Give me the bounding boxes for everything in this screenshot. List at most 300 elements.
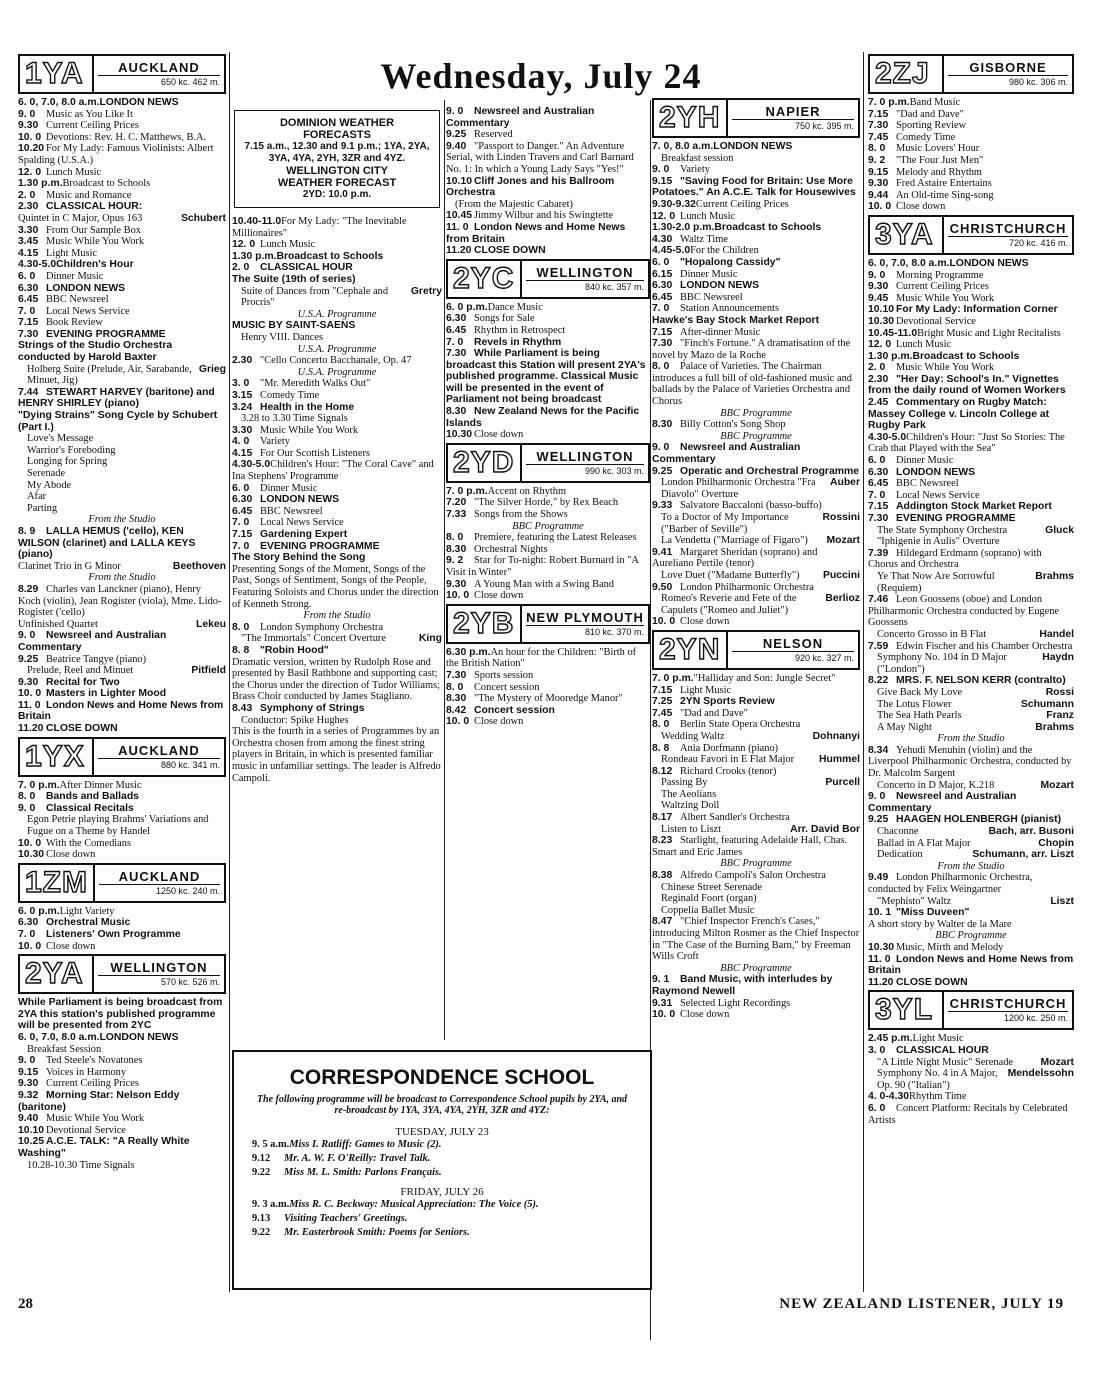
programme-time: 3.30: [18, 224, 39, 236]
programme-title: CLASSICAL HOUR: [260, 262, 353, 274]
programme-entry: [868, 571, 1074, 594]
programme-time: 6. 0 p.m.: [446, 301, 488, 313]
programme-title: For the Children: [690, 245, 759, 257]
programme-time: 7.59: [868, 640, 889, 652]
programme-entry: [232, 390, 442, 402]
programme-entry: [232, 355, 442, 367]
composer: Schumann: [1020, 698, 1074, 710]
programme-title: Yehudi Menuhin (violin) and the Liverpool Philharmonic Orchestra, conducted by Dr. Malcolm Sargent: [868, 744, 1072, 780]
programme-time: 8.23: [652, 835, 673, 847]
correspondence-time: 9.22: [252, 1227, 271, 1238]
programme-title: Conductor: Spike Hughes: [241, 714, 349, 726]
correspondence-subject: Games to Music (2).: [354, 1139, 442, 1150]
programme-title: This is the fourth in a series of Programmes by an Orchestra chosen from among the finest string players in Britain, in which is presented familiar music in unfamiliar settings. The leader is Alfredo Campoli.: [232, 726, 441, 784]
programme-entry: [652, 153, 860, 165]
programme-title: Bright Music and Light Recitalists: [917, 327, 1061, 339]
programme-entry: [446, 521, 650, 533]
city-weather-title: WELLINGTON CITY: [286, 165, 388, 177]
programme-entry: [652, 696, 860, 708]
programme-title: Devotional Service: [896, 315, 976, 327]
programme-title: A May Night: [877, 721, 932, 733]
programme-entry: [652, 685, 860, 697]
programme-entry: [446, 429, 650, 441]
composer: Gluck: [1045, 524, 1074, 536]
composer: Beethoven: [172, 560, 226, 572]
programme-title: Afar: [27, 491, 47, 503]
correspondence-subject: Travel Talk.: [379, 1153, 431, 1164]
station-banner-3ya: [868, 215, 1074, 255]
programme-title: Commentary on Rugby Match: Massey College v. Lincoln College at Rugby Park: [868, 397, 1050, 432]
station-city: NEW PLYMOUTH: [526, 609, 644, 625]
station-call-sign: 1ZM: [20, 865, 95, 901]
programme-entry: [18, 201, 226, 213]
programme-time: 2.45 p.m.: [868, 1033, 913, 1045]
programme-entry: [446, 716, 650, 728]
composer: Puccini: [823, 569, 860, 581]
programme-title: Variety: [680, 164, 711, 176]
programme-entry: [868, 513, 1074, 525]
programme-title: Lunch Music: [680, 210, 736, 222]
programme-time: 6.45: [868, 478, 889, 490]
station-city: WELLINGTON: [526, 265, 644, 281]
correspondence-list-tuesday: [234, 1138, 650, 1180]
programme-title: Coppelia Ballet Music: [661, 904, 755, 916]
programme-entry: [18, 143, 226, 166]
programme-entry: [652, 477, 860, 500]
correspondence-teacher: Mr. Easterbrook Smith:: [284, 1227, 389, 1238]
programme-time: 7.39: [868, 547, 889, 559]
programme-entry: [652, 338, 860, 361]
programme-title: Devotional Service: [46, 1124, 126, 1136]
programme-entry: [652, 870, 860, 882]
composer: Arr. David Bor: [790, 823, 860, 835]
programme-title: BBC Programme: [720, 407, 792, 419]
programme-entry: [868, 687, 1074, 699]
programme-title: London Philharmonic Orchestra, conducted by Felix Weingartner: [868, 872, 1033, 895]
station-call-sign: 2YH: [654, 100, 728, 136]
programme-title: 10.28-10.30 Time Signals: [27, 1159, 135, 1171]
programme-entry: [652, 882, 860, 894]
programme-entry: [868, 641, 1074, 653]
programme-list-2yb: [446, 647, 650, 728]
programme-entry: [232, 251, 442, 263]
programme-entry: [652, 777, 860, 789]
programme-entry: [18, 723, 226, 735]
programme-entry: [232, 703, 442, 715]
programme-entry: [652, 731, 860, 743]
programme-time: 4. 0-4.30: [868, 1091, 910, 1103]
programme-entry: [868, 861, 1074, 873]
page-number: 28: [18, 1296, 33, 1312]
programme-entry: [18, 941, 226, 953]
station-city: GISBORNE: [948, 60, 1068, 76]
programme-time: 6. 0: [868, 1102, 886, 1114]
programme-entry: [446, 532, 650, 544]
correspondence-time: 9. 5 a.m.: [252, 1139, 290, 1150]
programme-time: 7.45: [652, 707, 673, 719]
programme-list-1yx: [18, 780, 226, 861]
programme-entry: [232, 378, 442, 390]
programme-entry: [18, 480, 226, 492]
programme-title: Comedy Time: [896, 131, 956, 143]
programme-time: 6.45: [652, 291, 673, 303]
city-weather-subtitle: WEATHER FORECAST: [277, 177, 397, 189]
programme-list-3yl: [868, 1033, 1074, 1126]
programme-entry: [652, 893, 860, 905]
programme-title: LONDON NEWS: [99, 97, 179, 108]
programme-entry: [652, 292, 860, 304]
programme-title: Salvatore Baccaloni (basso-buffo): [680, 500, 822, 512]
programme-time: 9. 0: [18, 802, 36, 814]
programme-entry: [446, 555, 650, 578]
programme-title: "Dad and Dave": [896, 108, 964, 120]
programme-entry: [446, 486, 650, 498]
programme-entry: [652, 431, 860, 443]
station-frequency: 880 kc. 341 m.: [160, 759, 220, 770]
programme-entry: [446, 313, 650, 325]
station-frequency: 980 kc. 306 m.: [1008, 77, 1068, 87]
programme-time: 6.45: [446, 324, 467, 336]
station-city: WELLINGTON: [98, 960, 220, 976]
station-frequency: 1200 kc. 250 m.: [1003, 1013, 1068, 1024]
programme-title: A.C.E. TALK: "A Really White Washing": [18, 1136, 190, 1159]
correspondence-school-box: [232, 1050, 652, 1290]
programme-entry: [652, 361, 860, 407]
programme-time: 10.30: [868, 941, 895, 953]
programme-time: 10. 0: [652, 1009, 676, 1021]
programme-title: Lunch Music: [896, 339, 952, 351]
programme-entry: [652, 824, 860, 836]
programme-time: 6. 0: [652, 256, 670, 268]
programme-entry: [232, 459, 442, 482]
programme-title: LONDON NEWS: [949, 257, 1029, 269]
programme-title: Reginald Foort (organ): [661, 893, 757, 905]
programme-list-2ya: [18, 997, 226, 1171]
programme-title: For My Lady: Information Corner: [896, 304, 1058, 316]
correspondence-title: CORRESPONDENCE SCHOOL: [289, 1066, 595, 1089]
programme-time: 2. 0: [18, 189, 36, 201]
station-call-sign: 2YA: [20, 956, 94, 992]
programme-time: 2.45: [868, 397, 889, 409]
programme-title: Recital for Two: [46, 676, 120, 688]
programme-title: "Robin Hood": [260, 644, 329, 656]
programme-time: 10.10: [446, 175, 473, 187]
programme-entry: [868, 155, 1074, 167]
programme-entry: [232, 367, 442, 379]
programme-time: 9.40: [446, 140, 467, 152]
programme-entry: [652, 673, 860, 685]
programme-title: Hawke's Bay Stock Market Report: [652, 314, 820, 326]
programme-title: Broadcast to Schools: [714, 222, 822, 234]
programme-entry: [446, 302, 650, 314]
programme-time: 8. 0: [446, 681, 464, 693]
programme-title: Music and Romance: [46, 189, 132, 201]
programme-title: Bands and Ballads: [46, 791, 139, 803]
programme-entry: [868, 143, 1074, 155]
station-banner-2yn: [652, 630, 860, 670]
programme-time: 12. 0: [232, 239, 256, 251]
composer: Rossini: [822, 512, 860, 523]
programme-title: Dinner Music: [46, 270, 104, 282]
programme-title: "Miss Duveen": [896, 907, 970, 919]
programme-title: Morning Star: Nelson Eddy (baritone): [18, 1089, 180, 1113]
programme-title: Newsreel and Australian Commentary: [868, 791, 1017, 814]
programme-time: 6.15: [652, 268, 673, 280]
programme-time: 9.33: [652, 500, 673, 512]
programme-entry: [18, 780, 226, 792]
programme-entry: [868, 432, 1074, 455]
programme-time: 7.44: [18, 386, 39, 398]
programme-entry: [652, 141, 860, 153]
programme-time: 11. 0: [868, 953, 891, 965]
programme-entry: [868, 1091, 1074, 1103]
programme-entry: [868, 316, 1074, 328]
programme-title: Charles van Lanckner (piano), Henry Koch (violin), Jean Rogister (viola), Mme. Lido-Rogister ('cello): [18, 583, 222, 619]
programme-entry: [446, 705, 650, 717]
column-2: [232, 106, 442, 784]
programme-time: 6. 0: [868, 455, 886, 467]
programme-entry: [868, 351, 1074, 363]
programme-title: Romeo's Reverie and Fete of the Capulets ("Romeo and Juliet"): [661, 593, 797, 616]
programme-title: Longing for Spring: [27, 456, 108, 468]
programme-entry: [652, 442, 860, 465]
programme-entry: [18, 503, 226, 515]
programme-title: Station Announcements: [680, 303, 779, 315]
programme-entry: [18, 167, 226, 179]
programme-title: While Parliament is being broadcast this Station will present 2YA's published programme. Classical Music will be presented in the event of Parliament not being broadcast: [446, 348, 646, 406]
programme-title: "The Mystery of Mooredge Manor": [474, 693, 623, 705]
programme-entry: [868, 109, 1074, 121]
programme-title: The Aeolians: [661, 788, 717, 800]
programme-title: Concerto in D Major, K.218: [877, 779, 995, 791]
programme-title: Light Variety: [59, 905, 115, 917]
programme-entry: [18, 364, 226, 387]
programme-entry: [18, 236, 226, 248]
programme-time: 9. 2: [446, 555, 464, 567]
programme-time: 1.30 p.m.: [868, 350, 913, 362]
programme-title: 3.28 to 3.30 Time Signals: [241, 413, 348, 425]
programme-time: 7.15: [652, 684, 673, 696]
programme-title: Voices in Harmony: [46, 1066, 127, 1078]
programme-title: Ted Steele's Novatones: [46, 1055, 143, 1067]
programme-entry: [868, 1033, 1074, 1045]
programme-time: 9.44: [868, 189, 889, 201]
programme-entry: [868, 167, 1074, 179]
station-frequency: 990 kc. 303 m.: [584, 465, 644, 476]
programme-entry: [18, 906, 226, 918]
programme-entry: [18, 814, 226, 837]
programme-time: 7. 0: [232, 540, 250, 552]
programme-entry: [18, 306, 226, 318]
programme-title: Give Back My Love: [877, 686, 963, 698]
programme-time: 9.30: [868, 178, 889, 190]
programme-entry: [868, 826, 1074, 838]
programme-title: Book Review: [46, 317, 103, 329]
programme-title: Unfinished Quartet: [18, 618, 98, 630]
programme-time: 7.30: [868, 120, 889, 132]
programme-entry: [652, 582, 860, 594]
programme-title: Berlin State Opera Orchestra: [680, 719, 801, 731]
programme-time: 3.15: [232, 389, 253, 401]
programme-entry: [652, 211, 860, 223]
programme-title: Breakfast session: [661, 152, 734, 164]
programme-time: 6.30: [446, 313, 467, 325]
correspondence-time: 9.13: [252, 1213, 271, 1224]
column-rule: [229, 52, 230, 1292]
composer: Handel: [1039, 628, 1074, 640]
programme-time: 6.30: [868, 466, 889, 478]
programme-entry: [868, 525, 1074, 548]
programme-title: Wedding Waltz: [661, 730, 725, 742]
programme-time: 8.30: [652, 419, 673, 431]
programme-time: 7. 0: [18, 929, 36, 940]
programme-time: 1.30 p.m.: [232, 250, 277, 262]
programme-title: Music Lovers' Hour: [896, 143, 980, 155]
programme-title: Breakfast Session: [27, 1043, 102, 1055]
programme-title: Broadcast to Schools: [62, 178, 151, 190]
programme-title: Serenade: [27, 468, 66, 479]
programme-title: Rhythm Time: [909, 1091, 967, 1103]
programme-entry: [652, 858, 860, 870]
programme-title: Local News Service: [46, 305, 130, 317]
programme-time: 10.30: [18, 849, 45, 861]
programme-entry: [868, 872, 1074, 895]
programme-title: Passing By: [661, 777, 708, 789]
programme-time: 3.24: [232, 401, 253, 413]
programme-title: "The Silver Horde," by Rex Beach: [474, 497, 619, 509]
programme-title: New Zealand News for the Pacific Islands: [446, 406, 640, 429]
correspondence-time: 9.22: [252, 1167, 271, 1178]
programme-title: Close down: [896, 201, 946, 213]
programme-title: (From the Majestic Cabaret): [455, 198, 574, 210]
programme-title: My Abode: [27, 479, 72, 491]
programme-list-2yc: [446, 302, 650, 441]
programme-entry: [652, 547, 860, 570]
composer: Mozart: [1040, 1056, 1074, 1068]
programme-time: 8.47: [652, 916, 673, 928]
programme-time: 4.30-5.0: [232, 459, 271, 471]
programme-title: Cliff Jones and his Ballroom Orchestra: [446, 175, 615, 199]
programme-title: LONDON NEWS: [713, 141, 793, 152]
programme-time: 9.30: [868, 281, 889, 293]
programme-entry: [232, 262, 442, 274]
programme-title: Prelude, Reel and Minuet: [27, 665, 134, 677]
programme-title: BBC Programme: [935, 930, 1007, 942]
programme-entry: [868, 501, 1074, 513]
composer: Pitfield: [191, 665, 226, 677]
programme-title: U.S.A. Programme: [297, 366, 377, 378]
programme-title: Local News Service: [896, 489, 980, 501]
programme-title: From the Studio: [88, 572, 156, 584]
programme-time: 10. 0: [868, 201, 892, 213]
programme-entry: [232, 216, 442, 239]
programme-title: LONDON NEWS: [260, 494, 340, 506]
programme-time: 7. 0: [446, 336, 464, 348]
programme-entry: [232, 529, 442, 541]
programme-time: 8. 0: [232, 621, 250, 633]
programme-time: 3.30: [232, 424, 253, 436]
programme-title: Current Ceiling Prices: [46, 1078, 139, 1090]
station-banner-1ya: [18, 54, 226, 94]
programme-title: "Cello Concerto Bacchanale, Op. 47: [260, 355, 412, 367]
programme-entry: [868, 178, 1074, 190]
composer: Brahms: [1035, 570, 1074, 582]
publication-footer: NEW ZEALAND LISTENER, JULY 19: [779, 1296, 1064, 1312]
programme-entry: [446, 693, 650, 705]
programme-time: 6.30: [18, 917, 39, 929]
programme-entry: [18, 259, 226, 271]
programme-entry: [232, 436, 442, 448]
correspondence-entry: [234, 1138, 650, 1152]
programme-title: LONDON NEWS: [896, 466, 976, 478]
programme-title: LONDON NEWS: [680, 280, 760, 292]
programme-title: London Philharmonic Orchestra "Fra Diavolo" Overture: [661, 477, 816, 500]
programme-entry: [868, 814, 1074, 826]
programme-entry: [868, 190, 1074, 202]
programme-entry: [868, 548, 1074, 571]
programme-entry: [868, 397, 1074, 432]
programme-title: Concert session: [474, 681, 540, 693]
programme-time: 8.43: [232, 702, 253, 714]
programme-title: Strings of the Studio Orchestra conducted by Harold Baxter: [18, 340, 173, 364]
programme-entry: [652, 257, 860, 269]
programme-entry: [652, 535, 860, 547]
programme-time: 2.30: [232, 355, 253, 367]
programme-entry: [18, 317, 226, 329]
programme-entry: [446, 141, 650, 176]
programme-entry: [18, 445, 226, 457]
programme-time: 6. 0 p.m.: [18, 905, 60, 917]
station-frequency: 840 kc. 357 m.: [584, 281, 644, 292]
programme-time: 12. 0: [652, 210, 676, 222]
programme-entry: [446, 497, 650, 509]
programme-time: 9. 0: [18, 108, 36, 120]
composer: Mozart: [1040, 779, 1074, 791]
programme-time: 8.38: [652, 870, 673, 882]
programme-time: 10.45: [446, 210, 473, 222]
programme-time: 10.10: [18, 1124, 45, 1136]
programme-entry: [446, 348, 650, 406]
station-frequency: 650 kc. 462 m.: [160, 77, 220, 87]
programme-title: Listen to Liszt: [661, 823, 722, 835]
programme-time: 9.31: [652, 997, 673, 1009]
programme-entry: [18, 1160, 226, 1172]
column-1: [18, 52, 226, 1171]
programme-entry: [868, 780, 1074, 792]
programme-title: "Dad and Dave": [680, 707, 748, 719]
programme-title: BBC Newsreel: [46, 294, 109, 306]
programme-title: Beatrice Tangye (piano): [46, 653, 147, 665]
programme-entry: [18, 410, 226, 433]
programme-entry: [652, 500, 860, 512]
programme-time: 10.40-11.0: [232, 216, 282, 227]
programme-entry: [868, 293, 1074, 305]
station-call-sign: 1YX: [20, 739, 94, 775]
programme-title: Orchestral Music: [46, 917, 131, 929]
programme-time: 9.15: [652, 175, 673, 187]
programme-title: Comedy Time: [260, 389, 320, 401]
programme-entry: [652, 719, 860, 731]
programme-title: Broadcast to Schools: [276, 250, 384, 262]
programme-time: 10.45-11.0: [868, 327, 918, 339]
programme-title: BBC Programme: [512, 520, 584, 532]
programme-time: 8.30: [446, 543, 467, 555]
programme-entry: [868, 954, 1074, 977]
station-city: NELSON: [732, 636, 854, 652]
programme-time: 10. 1: [868, 907, 892, 919]
programme-entry: [446, 222, 650, 245]
programme-title: Dramatic version, written by Rudolph Rose and presented by Basil Rathbone and supporting cast; the Chorus under the direction of Tudor Williams; Brass Choir conducted by James Stagliano.: [232, 656, 441, 703]
